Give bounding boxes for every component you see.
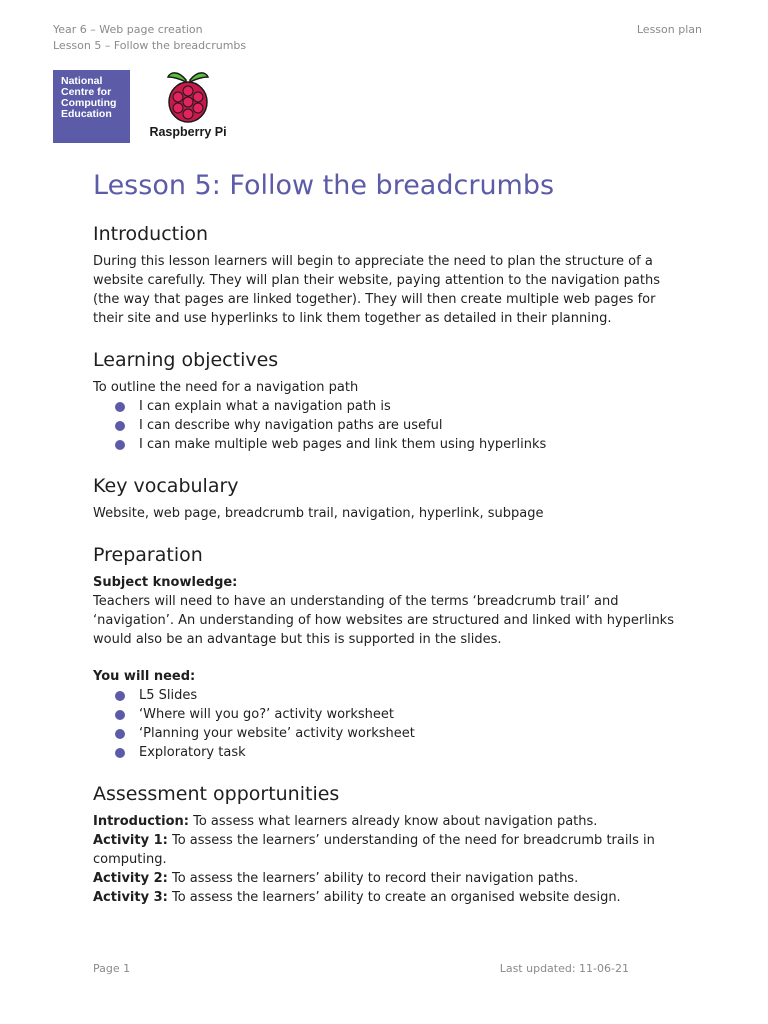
assessment-item: Activity 1: To assess the learners’ understanding of the need for breadcrumb trails in computing. (93, 833, 655, 867)
subject-knowledge-label: Subject knowledge: (93, 575, 238, 590)
document-type: Lesson plan (636, 23, 702, 36)
assessment-item: Activity 3: To assess the learners’ ability to create an organised website design. (93, 890, 621, 905)
document-header-left (53, 22, 246, 54)
lesson-subtitle: Lesson 5 – Follow the breadcrumbs (53, 39, 247, 52)
subject-knowledge-text: Teachers will need to have an understanding of the terms ‘breadcrumb trail’ and ‘navigation’. An understanding of how websites are structured and linked with hyperlinks would also be an advantage but this is supported in the slides. (93, 594, 674, 647)
assessment-item: Introduction: To assess what learners already know about navigation paths. (93, 814, 598, 829)
list-item: I can explain what a navigation path is (115, 397, 683, 416)
list-item: L5 Slides (115, 686, 683, 705)
preparation-heading: Preparation (93, 544, 203, 566)
introduction-text: During this lesson learners will begin to appreciate the need to plan the structure of a website carefully. They will plan their website, paying attention to the navigation paths (the way that pages are linked together). They will then create multiple web pages for their site and use hyperlinks to link them together as detailed in their planning. (93, 254, 660, 326)
course-title: Year 6 – Web page creation (53, 23, 203, 36)
list-item: Exploratory task (115, 743, 683, 762)
objectives-heading: Learning objectives (93, 349, 279, 371)
objectives-intro: To outline the need for a navigation path (93, 380, 359, 395)
raspberry-icon (164, 68, 212, 124)
list-item: I can describe why navigation paths are useful (115, 416, 683, 435)
document-body (93, 164, 683, 907)
vocabulary-heading: Key vocabulary (93, 475, 239, 497)
resources-list (93, 686, 683, 762)
list-item: I can make multiple web pages and link them using hyperlinks (115, 435, 683, 454)
page-number: Page 1 (93, 962, 131, 975)
last-updated: Last updated: 11-06-21 (499, 962, 629, 975)
page-title: Lesson 5: Follow the breadcrumbs (93, 170, 555, 201)
assessment-heading: Assessment opportunities (93, 783, 340, 805)
list-item: ‘Planning your website’ activity worksheet (115, 724, 683, 743)
list-item: ‘Where will you go?’ activity worksheet (115, 705, 683, 724)
raspberry-pi-logo (146, 68, 230, 146)
ncce-logo: National Centre for Computing Education (53, 70, 130, 143)
vocabulary-text: Website, web page, breadcrumb trail, navigation, hyperlink, subpage (93, 506, 544, 521)
introduction-heading: Introduction (93, 223, 209, 245)
raspberry-pi-wordmark: Raspberry Pi (149, 125, 227, 139)
objectives-list (93, 397, 683, 454)
you-will-need-label: You will need: (93, 669, 196, 684)
assessment-item: Activity 2: To assess the learners’ ability to record their navigation paths. (93, 871, 579, 886)
